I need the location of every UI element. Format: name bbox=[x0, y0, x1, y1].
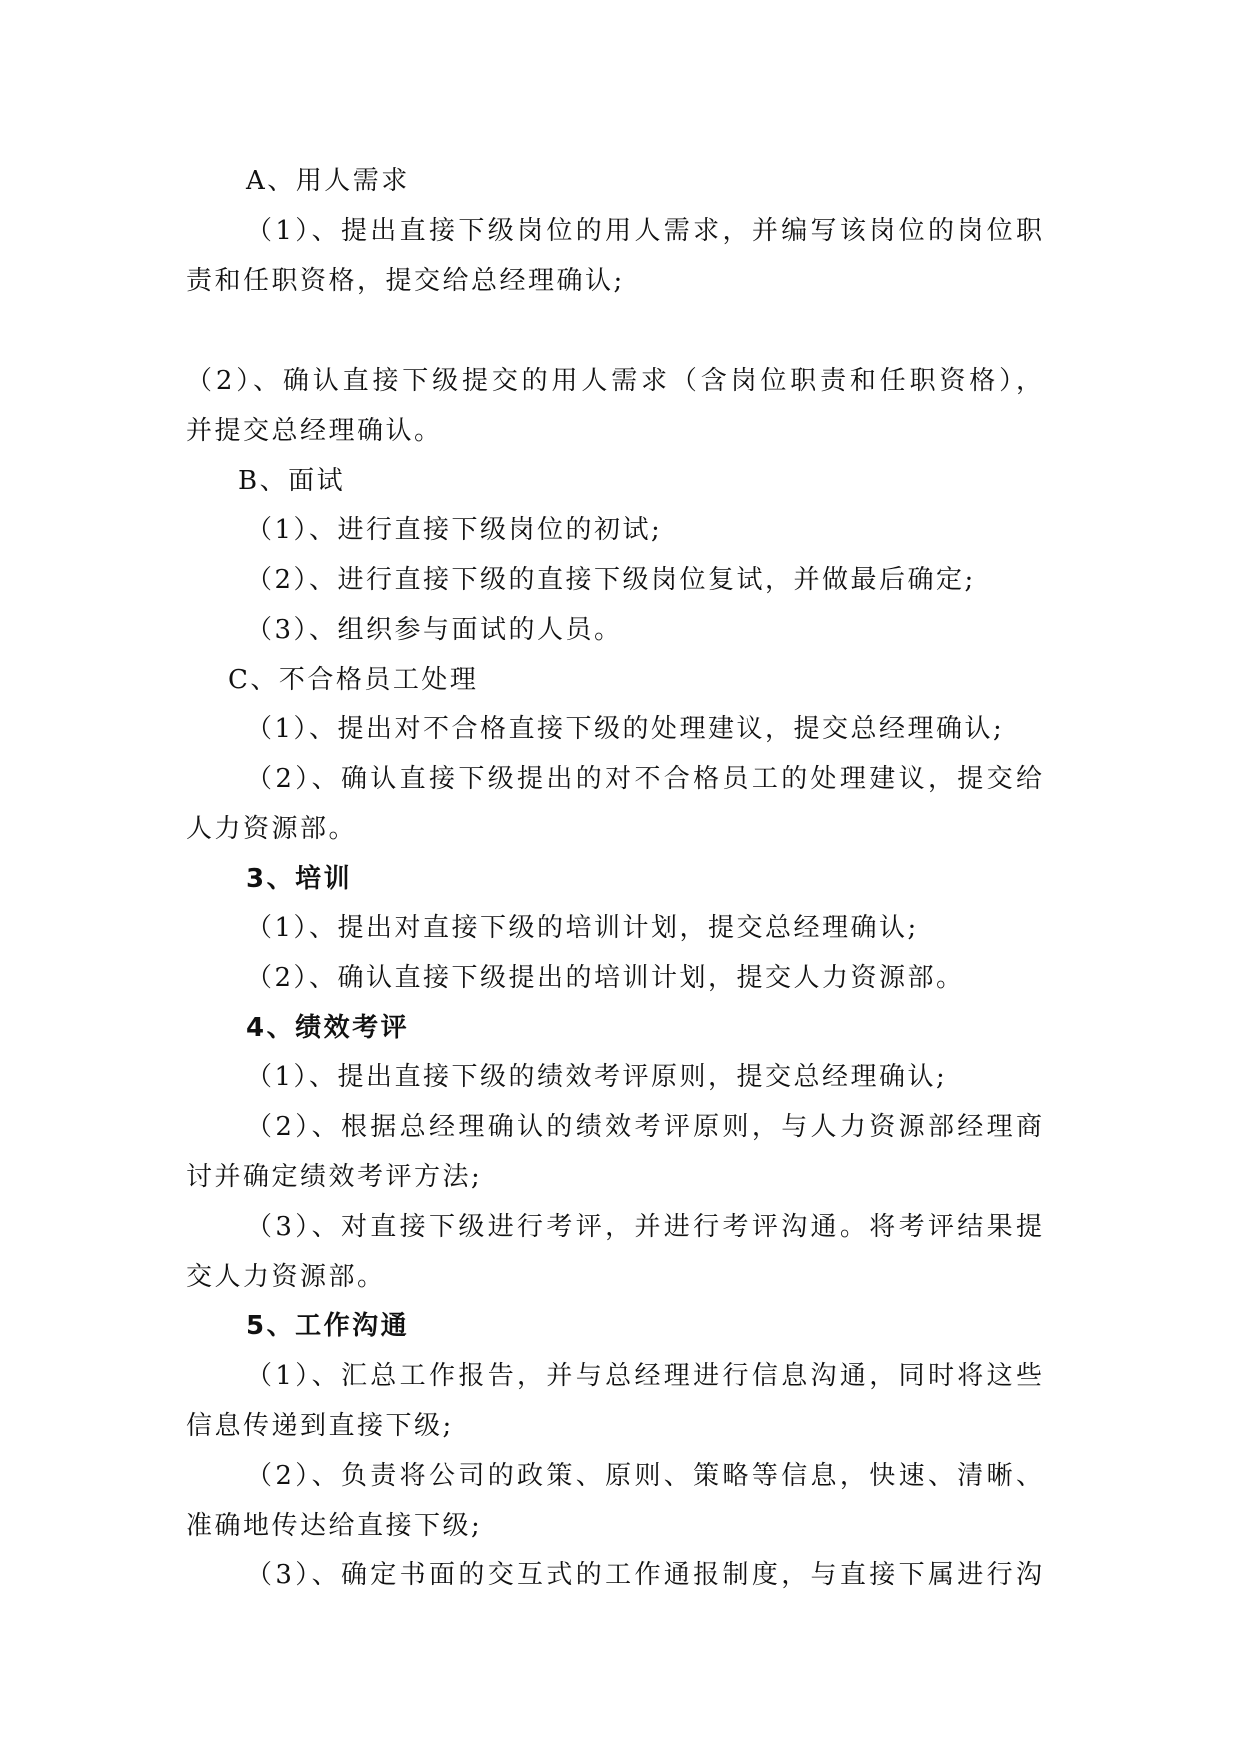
section-4-heading: 4、绩效考评 bbox=[246, 1013, 410, 1043]
paragraph-line: （1）、提出对不合格直接下级的处理建议，提交总经理确认; bbox=[246, 714, 1005, 744]
paragraph-line: （3）、确定书面的交互式的工作通报制度，与直接下属进行沟 bbox=[246, 1560, 1042, 1590]
paragraph-line: （2）、确认直接下级提出的培训计划，提交人力资源部。 bbox=[246, 963, 965, 993]
paragraph-line: （2）、进行直接下级的直接下级岗位复试，并做最后确定; bbox=[246, 565, 976, 595]
paragraph-line: 准确地传达给直接下级; bbox=[186, 1511, 483, 1541]
paragraph-line: 交人力资源部。 bbox=[186, 1262, 386, 1292]
paragraph-line: （1）、提出直接下级的绩效考评原则，提交总经理确认; bbox=[246, 1062, 948, 1092]
paragraph-line: （2）、根据总经理确认的绩效考评原则，与人力资源部经理商 bbox=[246, 1112, 1042, 1142]
paragraph-line: （1）、汇总工作报告，并与总经理进行信息沟通，同时将这些 bbox=[246, 1361, 1042, 1391]
paragraph-line: （1）、提出直接下级岗位的用人需求，并编写该岗位的岗位职 bbox=[246, 216, 1042, 246]
paragraph-line: 人力资源部。 bbox=[186, 814, 358, 844]
section-b-heading: B、面试 bbox=[238, 466, 346, 496]
paragraph-line: （3）、对直接下级进行考评，并进行考评沟通。将考评结果提 bbox=[246, 1212, 1042, 1242]
paragraph-line: （2）、负责将公司的政策、原则、策略等信息，快速、清晰、 bbox=[246, 1461, 1042, 1491]
paragraph-line: （3）、组织参与面试的人员。 bbox=[246, 615, 623, 645]
paragraph-line: （1）、进行直接下级岗位的初试; bbox=[246, 515, 663, 545]
section-3-heading: 3、培训 bbox=[246, 864, 353, 894]
paragraph-line: 讨并确定绩效考评方法; bbox=[186, 1162, 483, 1192]
paragraph-line: （2）、确认直接下级提交的用人需求（含岗位职责和任职资格）， bbox=[186, 366, 1042, 396]
section-5-heading: 5、工作沟通 bbox=[246, 1311, 410, 1341]
paragraph-line: 并提交总经理确认。 bbox=[186, 416, 443, 446]
paragraph-line: （1）、提出对直接下级的培训计划，提交总经理确认; bbox=[246, 913, 919, 943]
paragraph-line: 信息传递到直接下级; bbox=[186, 1411, 454, 1441]
section-a-heading: A、用人需求 bbox=[246, 166, 410, 196]
paragraph-line: （2）、确认直接下级提出的对不合格员工的处理建议，提交给 bbox=[246, 764, 1042, 794]
paragraph-line: 责和任职资格，提交给总经理确认; bbox=[186, 266, 625, 296]
section-c-heading: C、不合格员工处理 bbox=[228, 665, 479, 695]
